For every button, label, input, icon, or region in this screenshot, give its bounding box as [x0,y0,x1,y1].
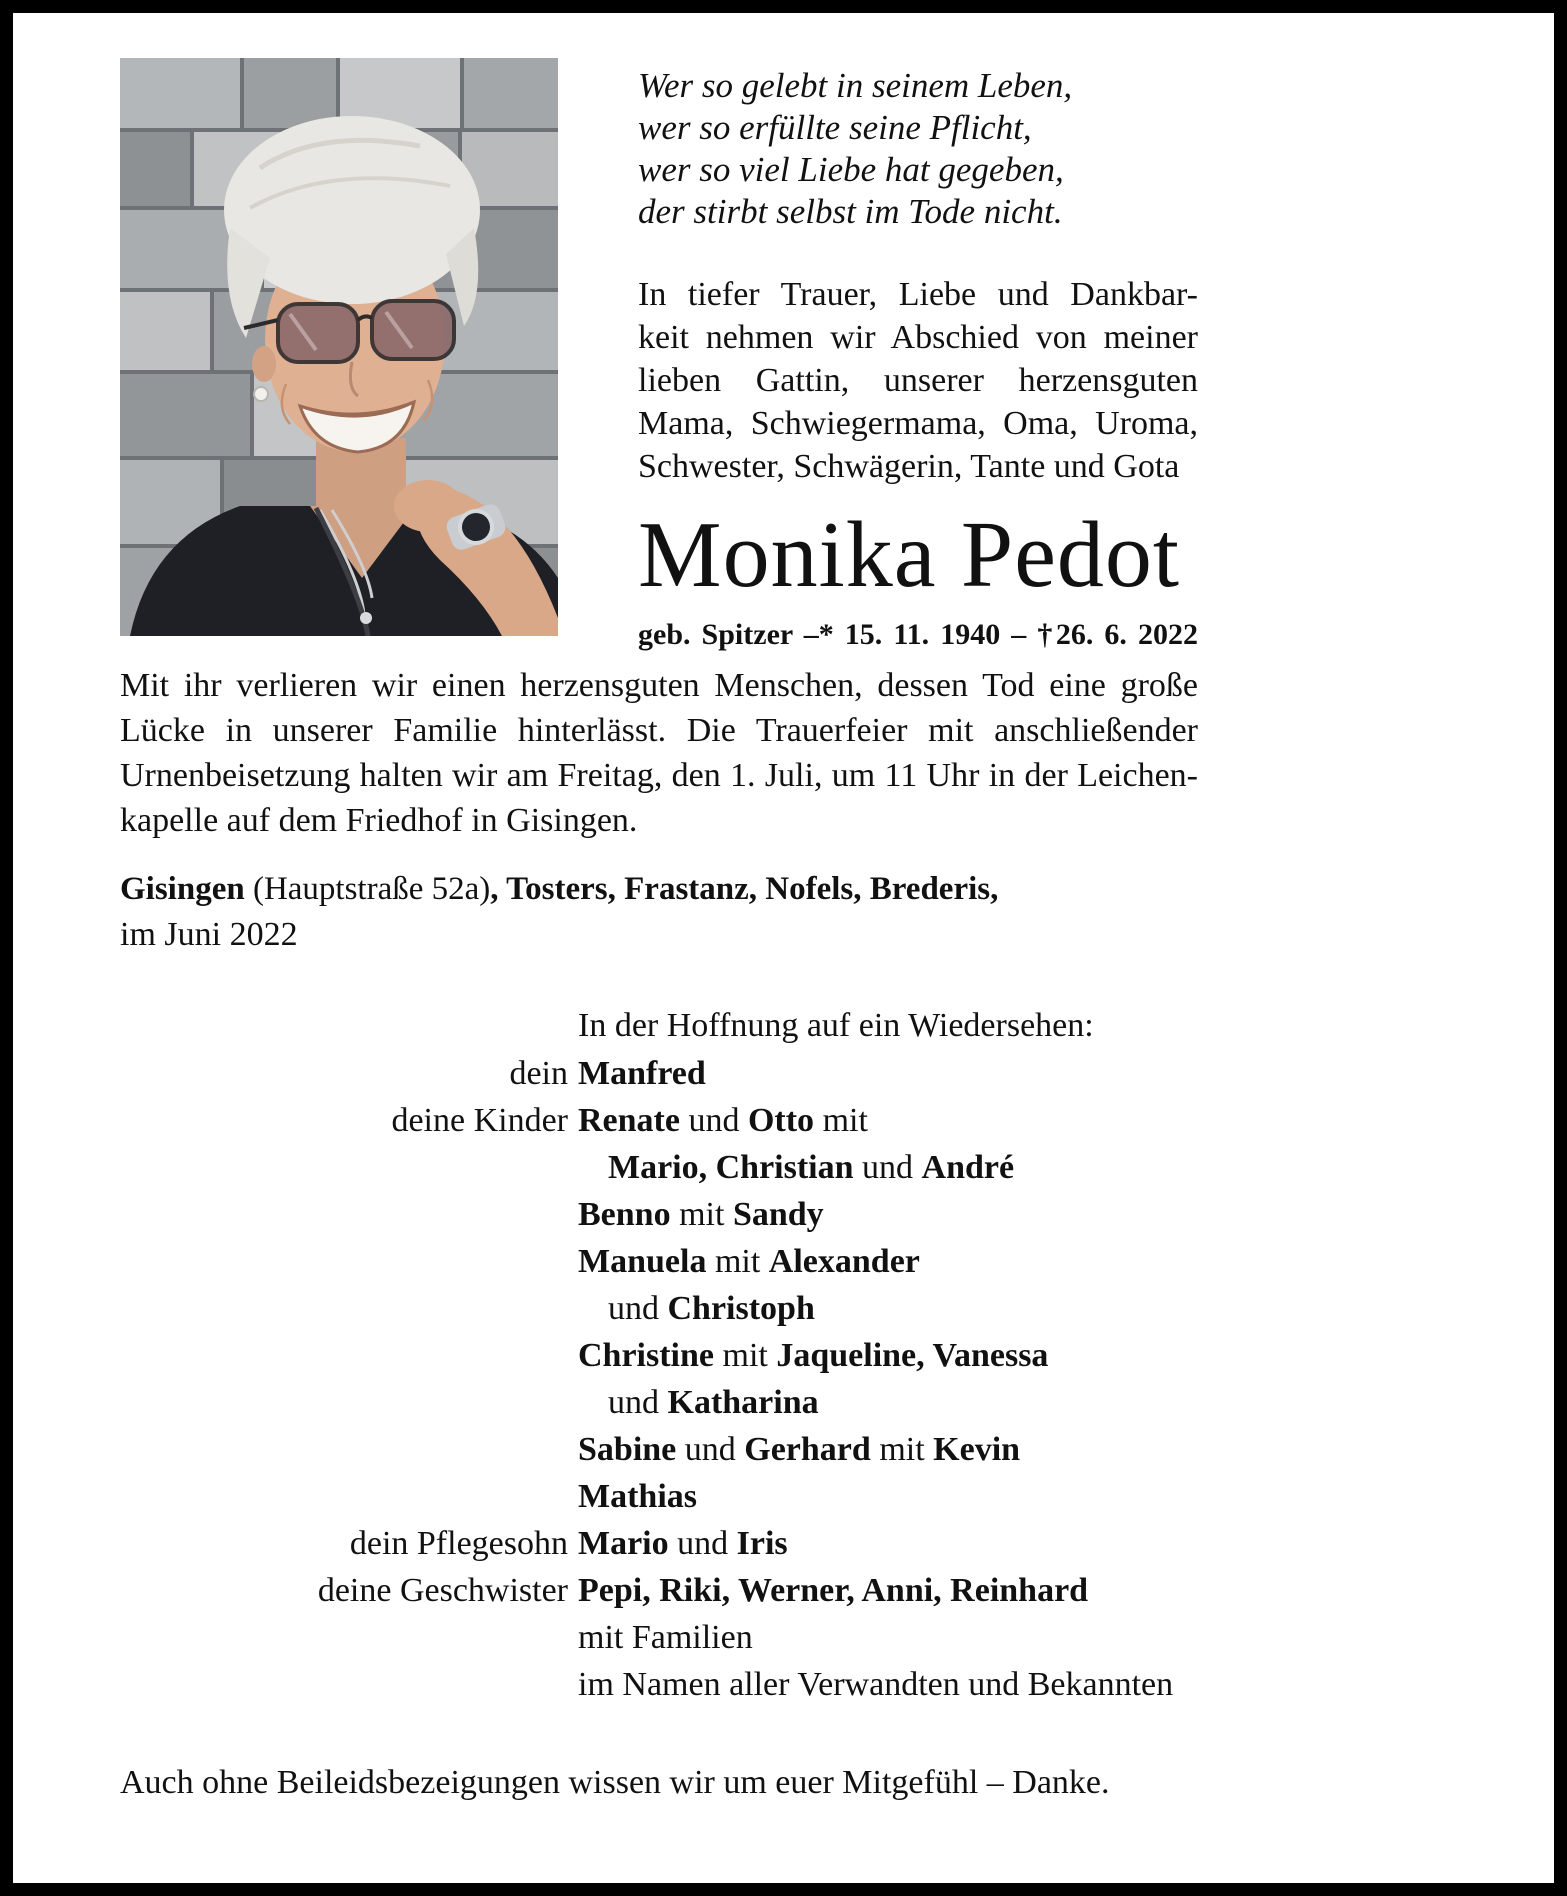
text-segment: und [608,1290,668,1327]
pearl-earring [254,387,268,401]
family-relation-label [120,1614,568,1661]
text-line: wer so viel Liebe hat gegeben, [638,150,1064,189]
name-bold-segment: Sandy [732,1196,824,1233]
name-bold-segment: Manuela [578,1243,707,1280]
text-segment: mit [706,1243,769,1280]
family-row [120,1332,1198,1379]
text-line: Lücke in unserer Familie hinterlässt. Die Trauerfeier mit anschließender [120,712,1198,749]
text-line: wer so erfüllte seine Pflicht, [638,108,1032,147]
memorial-poem [638,65,1198,233]
closing-line: Auch ohne Beileidsbezeigungen wissen wir um euer Mitgefühl – Danke. [120,1764,1110,1801]
family-names [578,1567,1198,1614]
family-names [578,1614,1198,1661]
text-line: Mama, Schwiegermama, Oma, Uroma, [638,405,1198,442]
name-bold-segment: Christine [578,1337,714,1374]
family-relation-label [120,1285,568,1332]
family-row [120,1285,1198,1332]
text-line: In tiefer Trauer, Liebe und Dankbar- [638,276,1198,313]
family-relation-label [120,1144,568,1191]
family-names [578,1661,1198,1708]
family-names [578,1426,1198,1473]
text-segment: und [676,1431,745,1468]
name-bold-segment: Jaqueline, Vanessa [776,1337,1049,1374]
family-relation-label [120,1379,568,1426]
text-segment: (Hauptstraße 52a) [244,871,491,907]
name-bold-segment: Iris [736,1525,788,1562]
name-bold-segment: André [921,1149,1015,1186]
name-bold-segment: Otto [747,1102,815,1139]
text-line: keit nehmen wir Abschied von meiner [638,319,1198,356]
text-segment: und [679,1102,748,1139]
family-relation-label [120,1332,568,1379]
family-relation-label [120,1661,568,1708]
family-list [120,1050,1198,1708]
text-segment: im Namen aller Verwandten und Bekannten [578,1666,1174,1703]
family-names [578,1050,1198,1097]
text-segment: mit Familien [578,1619,753,1656]
text-line: Urnenbeisetzung halten wir am Freitag, den 1. Juli, um 11 Uhr in der Leichen- [120,757,1198,794]
text-segment: und [853,1149,922,1186]
family-relation-label [120,1426,568,1473]
text-segment: mit [814,1102,868,1139]
name-bold-segment: Kevin [933,1431,1021,1468]
family-names [578,1473,1198,1520]
family-row [120,1191,1198,1238]
family-relation-label [120,1473,568,1520]
family-row [120,1567,1198,1614]
name-bold-segment: Alexander [768,1243,920,1280]
family-row [120,1379,1198,1426]
family-row [120,1097,1198,1144]
name-bold-segment: Katharina [667,1384,819,1421]
text-line: Wer so gelebt in seinem Leben, [638,66,1073,105]
text-segment: mit [870,1431,934,1468]
family-relation-label: deine Kinder [391,1102,568,1139]
name-bold-segment: Gerhard [744,1431,871,1468]
family-row [120,1520,1198,1567]
places-line [120,867,1198,912]
text-line: Schwester, Schwägerin, Tante und Gota [638,448,1180,485]
text-line: Mit ihr verlieren wir einen herzensguten Menschen, dessen Tod eine große [120,667,1198,704]
family-names [578,1238,1198,1285]
family-names [578,1191,1198,1238]
name-bold-segment: , Tosters, Frastanz, Nofels, Brederis, [490,871,999,907]
condolence-intro [638,273,1198,488]
family-row [120,1238,1198,1285]
name-bold-segment: Mario [578,1525,669,1562]
family-names [578,1332,1198,1379]
family-names [578,1097,1198,1144]
month-line: im Juni 2022 [120,916,298,953]
family-relation-label: deine Geschwister [317,1572,568,1609]
family-relation-label: dein [509,1055,568,1092]
text-segment: und [668,1525,737,1562]
family-names [578,1379,1198,1426]
name-bold-segment: Gisingen [120,871,245,907]
deceased-name: Monika Pedot [638,503,1181,607]
family-row [120,1144,1198,1191]
text-segment: und [608,1384,668,1421]
text-segment: mit [714,1337,777,1374]
text-line: kapelle auf dem Friedhof in Gisingen. [120,802,638,839]
text-line: lieben Gattin, unserer herzensguten [638,362,1198,399]
name-bold-segment: Sabine [578,1431,677,1468]
family-relation-label [120,1238,568,1285]
text-line: der stirbt selbst im Tode nicht. [638,192,1063,231]
name-bold-segment: Mario, Christian [608,1149,854,1186]
name-bold-segment: Benno [578,1196,671,1233]
header-column [638,65,1198,652]
name-bold-segment: Renate [578,1102,680,1139]
portrait-photo-illustration [120,58,558,636]
name-bold-segment: Mathias [578,1478,697,1515]
family-relation-label [120,1191,568,1238]
name-bold-segment: Manfred [578,1055,706,1092]
text-segment: mit [670,1196,733,1233]
family-names [578,1144,1198,1191]
hope-heading: In der Hoffnung auf ein Wiedersehen: [578,1007,1094,1044]
portrait-photo [120,58,558,636]
birth-death-dates: geb. Spitzer –* 15. 11. 1940 – †26. 6. 2022 [638,618,1198,651]
announcement-paragraph [120,663,1198,843]
family-relation-label: dein Pflegesohn [349,1525,568,1562]
name-bold-segment: Pepi, Riki, Werner, Anni, Reinhard [578,1572,1089,1609]
family-row [120,1661,1198,1708]
family-row [120,1473,1198,1520]
name-bold-segment: Christoph [667,1290,815,1327]
family-row [120,1050,1198,1097]
family-names [578,1520,1198,1567]
family-names [578,1285,1198,1332]
family-row [120,1614,1198,1661]
announcement-body [120,663,1198,1805]
family-row [120,1426,1198,1473]
